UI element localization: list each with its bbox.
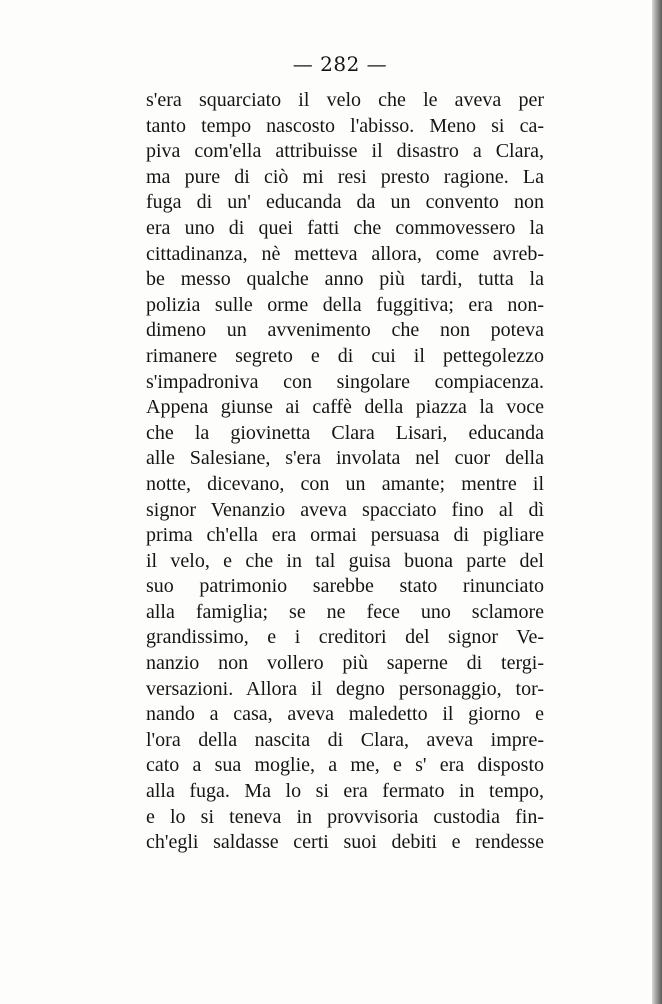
page-number: — 282 —	[292, 52, 388, 76]
text-line: cato a sua moglie, a me, e s' era disposto	[146, 754, 544, 777]
text-line: signor Venanzio aveva spacciato fino al dì	[146, 498, 544, 521]
body-text	[146, 88, 544, 856]
text-line: notte, dicevano, con un amante; mentre il	[146, 472, 544, 495]
text-line: ch'egli saldasse certi suoi debiti e rendesse	[146, 831, 544, 854]
text-line: suo patrimonio sarebbe stato rinunciato	[146, 575, 544, 598]
text-line: s'era squarciato il velo che le aveva per	[146, 89, 544, 111]
text-line: prima ch'ella era ormai persuasa di pigliare	[146, 524, 544, 547]
text-line: cittadinanza, nè metteva allora, come avreb-	[146, 242, 544, 265]
text-line: nando a casa, aveva maledetto il giorno e	[146, 703, 544, 726]
page-edge-shadow	[652, 0, 662, 1004]
text-line: alle Salesiane, s'era involata nel cuor della	[146, 447, 544, 470]
text-line: piva com'ella attribuisse il disastro a Clara,	[146, 140, 544, 163]
text-line: alla famiglia; se ne fece uno sclamore	[146, 600, 544, 623]
text-line: alla fuga. Ma lo si era fermato in tempo,	[146, 780, 544, 803]
text-line: e lo si teneva in provvisoria custodia fin-	[146, 805, 544, 828]
text-line: tanto tempo nascosto l'abisso. Meno si ca-	[146, 114, 544, 137]
text-line: ma pure di ciò mi resi presto ragione. La	[146, 165, 544, 188]
text-line: be messo qualche anno più tardi, tutta la	[146, 268, 544, 291]
text-line: l'ora della nascita di Clara, aveva impre-	[146, 728, 544, 751]
text-line: versazioni. Allora il degno personaggio, tor-	[146, 677, 544, 700]
text-line: rimanere segreto e di cui il pettegolezzo	[146, 344, 544, 367]
text-line: Appena giunse ai caffè della piazza la voce	[146, 396, 544, 419]
text-line: s'impadroniva con singolare compiacenza.	[146, 370, 544, 393]
text-line: polizia sulle orme della fuggitiva; era non-	[146, 293, 544, 316]
text-line: che la giovinetta Clara Lisari, educanda	[146, 421, 544, 444]
text-line: il velo, e che in tal guisa buona parte del	[146, 549, 544, 572]
text-line: nanzio non vollero più saperne di tergi-	[146, 652, 544, 675]
text-line: fuga di un' educanda da un convento non	[146, 191, 544, 214]
text-line: era uno di quei fatti che commovessero la	[146, 216, 544, 239]
text-line: grandissimo, e i creditori del signor Ve-	[146, 626, 544, 649]
text-line: dimeno un avvenimento che non poteva	[146, 319, 544, 342]
